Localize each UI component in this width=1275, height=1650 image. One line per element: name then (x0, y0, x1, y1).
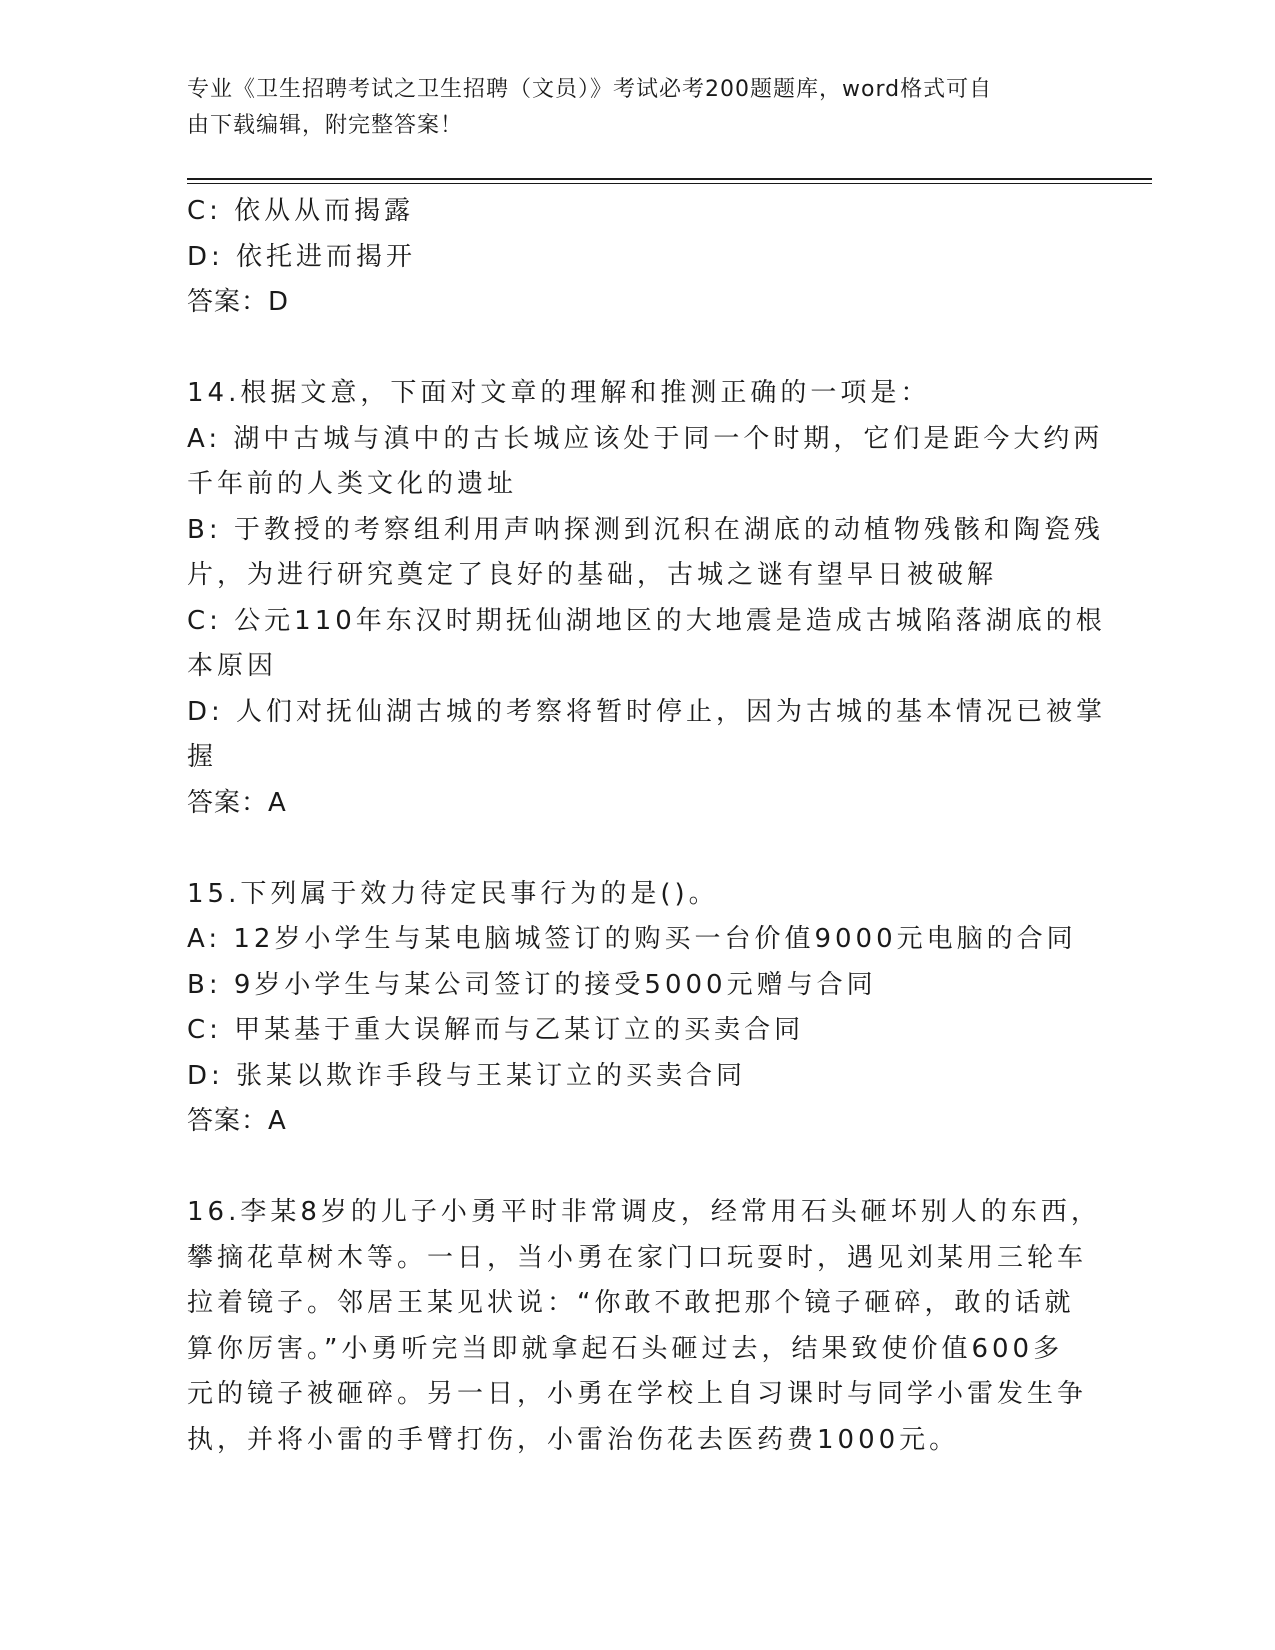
option-d-cont: 握 (187, 742, 218, 772)
spacer (187, 826, 1087, 872)
option-d: D: 依托进而揭开 (187, 241, 417, 272)
question-stem: 15.下列属于效力待定民事行为的是()。 (187, 878, 719, 909)
header-divider-thin (187, 183, 1152, 184)
answer: 答案：A (187, 787, 287, 818)
document-body (187, 189, 1107, 1463)
spacer (187, 1145, 1087, 1191)
document-header (187, 72, 1067, 144)
question-text-line: 算你厉害。”小勇听完当即就拿起石头砸过去，结果致使价值600多 (187, 1333, 1064, 1364)
header-line: 由下载编辑，附完整答案！ (187, 113, 464, 138)
question-text-line: 拉着镜子。邻居王某见状说：“你敢不敢把那个镜子砸碎，敢的话就 (187, 1288, 1075, 1318)
option-d: D: 张某以欺诈手段与王某订立的买卖合同 (187, 1060, 747, 1091)
question-13-tail (187, 189, 1087, 326)
option-c-cont: 本原因 (187, 651, 278, 681)
option-d: D: 人们对抚仙湖古城的考察将暂时停止，因为古城的基本情况已被掌 (187, 696, 1107, 727)
question-text-line: 攀摘花草树木等。一日，当小勇在家门口玩耍时，遇见刘某用三轮车 (187, 1242, 1088, 1273)
spacer (187, 326, 1087, 372)
option-a: A: 12岁小学生与某电脑城签订的购买一台价值9000元电脑的合同 (187, 924, 1077, 954)
option-c: C: 公元110年东汉时期抚仙湖地区的大地震是造成古城陷落湖底的根 (187, 605, 1106, 636)
question-15 (187, 872, 1087, 1145)
option-a: A: 湖中古城与滇中的古长城应该处于同一个时期，它们是距今大约两 (187, 423, 1104, 454)
header-line: 专业《卫生招聘考试之卫生招聘（文员）》考试必考200题题库，word格式可自 (187, 77, 993, 102)
option-c: C: 甲某基于重大误解而与乙某订立的买卖合同 (187, 1015, 805, 1045)
option-b-cont: 片，为进行研究奠定了良好的基础，古城之谜有望早日被破解 (187, 560, 998, 590)
answer: 答案：A (187, 1106, 287, 1136)
question-text-line: 执，并将小雷的手臂打伤，小雷治伤花去医药费1000元。 (187, 1424, 960, 1455)
option-b: B: 9岁小学生与某公司签订的接受5000元赠与合同 (187, 969, 877, 1000)
question-stem: 14.根据文意，下面对文章的理解和推测正确的一项是： (187, 378, 931, 408)
question-14 (187, 371, 1107, 826)
header-divider (187, 178, 1152, 180)
question-text-line: 元的镜子被砸碎。另一日，小勇在学校上自习课时与同学小雷发生争 (187, 1379, 1088, 1409)
answer: 答案：D (187, 287, 290, 317)
question-text-line: 16.李某8岁的儿子小勇平时非常调皮，经常用石头砸坏别人的东西， (187, 1197, 1101, 1227)
option-b: B: 于教授的考察组利用声呐探测到沉积在湖底的动植物残骸和陶瓷残 (187, 514, 1104, 545)
option-a-cont: 千年前的人类文化的遗址 (187, 469, 518, 499)
question-16 (187, 1190, 1101, 1463)
option-c: C: 依从从而揭露 (187, 196, 415, 226)
